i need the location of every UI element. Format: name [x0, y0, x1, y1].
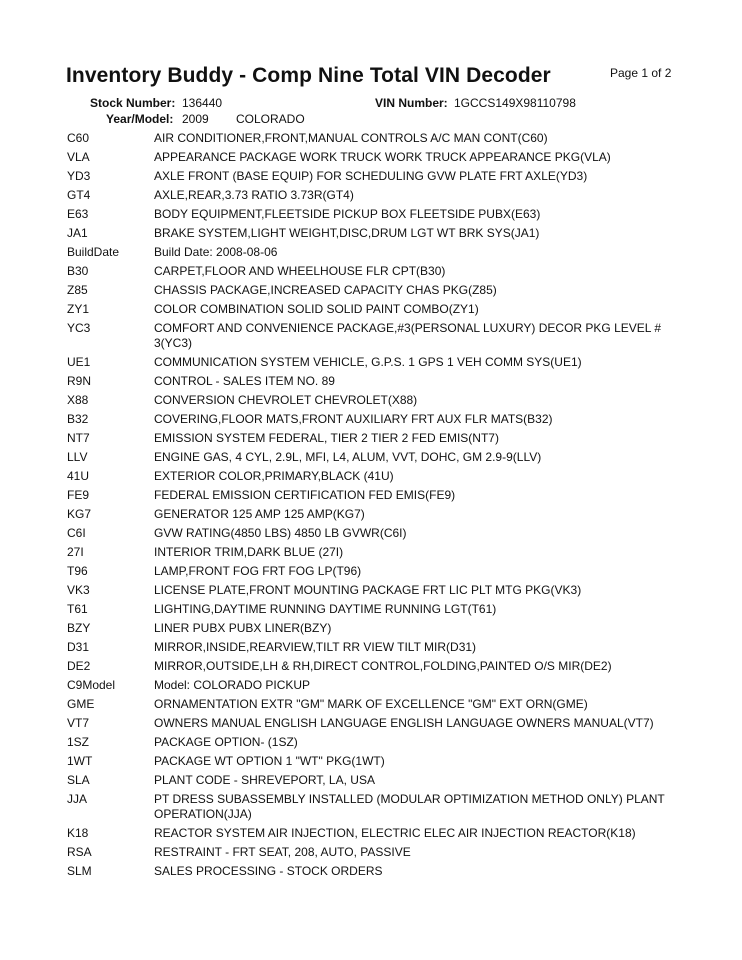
- table-row: [67, 792, 687, 822]
- table-row: [67, 302, 687, 317]
- option-code: 1WT: [67, 754, 93, 768]
- option-description: LINER PUBX PUBX LINER(BZY): [154, 621, 332, 635]
- option-code: R9N: [67, 374, 92, 388]
- option-description: SALES PROCESSING - STOCK ORDERS: [154, 864, 383, 878]
- option-code: YD3: [67, 169, 91, 183]
- vin-label: VIN Number:: [375, 96, 448, 110]
- option-code: JA1: [67, 226, 88, 240]
- option-description: CARPET,FLOOR AND WHEELHOUSE FLR CPT(B30): [154, 264, 446, 278]
- table-row: [67, 393, 687, 408]
- model-value: COLORADO: [236, 112, 305, 126]
- table-row: [67, 507, 687, 522]
- table-row: [67, 431, 687, 446]
- option-code: VLA: [67, 150, 90, 164]
- option-description: BODY EQUIPMENT,FLEETSIDE PICKUP BOX FLEETSIDE PUBX(E63): [154, 207, 541, 221]
- table-row: [67, 659, 687, 674]
- option-description: COMFORT AND CONVENIENCE PACKAGE,#3(PERSONAL LUXURY) DECOR PKG LEVEL # 3(YC3): [154, 321, 662, 350]
- table-row: [67, 678, 687, 693]
- option-description: LIGHTING,DAYTIME RUNNING DAYTIME RUNNING LGT(T61): [154, 602, 497, 616]
- year-value: 2009: [182, 112, 209, 126]
- option-code: 27I: [67, 545, 84, 559]
- option-code: ZY1: [67, 302, 90, 316]
- option-code: C60: [67, 131, 90, 145]
- option-description: LICENSE PLATE,FRONT MOUNTING PACKAGE FRT LIC PLT MTG PKG(VK3): [154, 583, 582, 597]
- option-code: FE9: [67, 488, 90, 502]
- option-code: BZY: [67, 621, 91, 635]
- option-code: NT7: [67, 431, 90, 445]
- option-description: EMISSION SYSTEM FEDERAL, TIER 2 TIER 2 FED EMIS(NT7): [154, 431, 499, 445]
- option-description: AIR CONDITIONER,FRONT,MANUAL CONTROLS A/C MAN CONT(C60): [154, 131, 548, 145]
- table-row: [67, 321, 687, 351]
- option-code: DE2: [67, 659, 91, 673]
- year-model-label: Year/Model:: [106, 112, 174, 126]
- table-row: [67, 602, 687, 617]
- option-description: EXTERIOR COLOR,PRIMARY,BLACK (41U): [154, 469, 394, 483]
- table-row: [67, 735, 687, 750]
- option-description: CONVERSION CHEVROLET CHEVROLET(X88): [154, 393, 418, 407]
- option-code: YC3: [67, 321, 91, 335]
- table-row: [67, 374, 687, 389]
- option-description: COMMUNICATION SYSTEM VEHICLE, G.P.S. 1 GPS 1 VEH COMM SYS(UE1): [154, 355, 582, 369]
- option-description: MIRROR,INSIDE,REARVIEW,TILT RR VIEW TILT MIR(D31): [154, 640, 477, 654]
- table-row: [67, 697, 687, 712]
- option-code: LLV: [67, 450, 88, 464]
- table-row: [67, 245, 687, 260]
- option-code: UE1: [67, 355, 91, 369]
- table-row: [67, 488, 687, 503]
- option-description: LAMP,FRONT FOG FRT FOG LP(T96): [154, 564, 362, 578]
- option-code: VK3: [67, 583, 90, 597]
- table-row: [67, 355, 687, 370]
- option-code: BuildDate: [67, 245, 120, 259]
- option-description: AXLE FRONT (BASE EQUIP) FOR SCHEDULING GVW PLATE FRT AXLE(YD3): [154, 169, 588, 183]
- table-row: [67, 264, 687, 279]
- option-code: X88: [67, 393, 89, 407]
- table-row: [67, 845, 687, 860]
- table-row: [67, 226, 687, 241]
- page-number: Page 1 of 2: [610, 66, 672, 80]
- table-row: [67, 773, 687, 788]
- option-code: Z85: [67, 283, 88, 297]
- option-description: MIRROR,OUTSIDE,LH & RH,DIRECT CONTROL,FOLDING,PAINTED O/S MIR(DE2): [154, 659, 612, 673]
- option-code: 41U: [67, 469, 90, 483]
- table-row: [67, 150, 687, 165]
- table-row: [67, 469, 687, 484]
- table-row: [67, 131, 687, 146]
- option-description: PACKAGE OPTION- (1SZ): [154, 735, 298, 749]
- option-description: COLOR COMBINATION SOLID SOLID PAINT COMBO(ZY1): [154, 302, 479, 316]
- table-row: [67, 207, 687, 222]
- option-description: COVERING,FLOOR MATS,FRONT AUXILIARY FRT AUX FLR MATS(B32): [154, 412, 553, 426]
- option-code: KG7: [67, 507, 92, 521]
- option-description: Build Date: 2008-08-06: [154, 245, 278, 259]
- table-row: [67, 412, 687, 427]
- option-description: AXLE,REAR,3.73 RATIO 3.73R(GT4): [154, 188, 354, 202]
- option-description: GVW RATING(4850 LBS) 4850 LB GVWR(C6I): [154, 526, 407, 540]
- table-row: [67, 640, 687, 655]
- option-code: T96: [67, 564, 88, 578]
- option-description: CONTROL - SALES ITEM NO. 89: [154, 374, 335, 388]
- option-code: RSA: [67, 845, 92, 859]
- option-code: C6I: [67, 526, 86, 540]
- option-code: K18: [67, 826, 89, 840]
- table-row: [67, 621, 687, 636]
- table-row: [67, 545, 687, 560]
- stock-number-value: 136440: [182, 96, 223, 110]
- table-row: [67, 450, 687, 465]
- option-description: FEDERAL EMISSION CERTIFICATION FED EMIS(FE9): [154, 488, 456, 502]
- option-description: ENGINE GAS, 4 CYL, 2.9L, MFI, L4, ALUM, VVT, DOHC, GM 2.9-9(LLV): [154, 450, 542, 464]
- option-description: GENERATOR 125 AMP 125 AMP(KG7): [154, 507, 365, 521]
- option-code: GT4: [67, 188, 91, 202]
- option-code: C9Model: [67, 678, 116, 692]
- option-description: PLANT CODE - SHREVEPORT, LA, USA: [154, 773, 375, 787]
- option-code: 1SZ: [67, 735, 90, 749]
- option-description: OWNERS MANUAL ENGLISH LANGUAGE ENGLISH LANGUAGE OWNERS MANUAL(VT7): [154, 716, 654, 730]
- option-code: E63: [67, 207, 89, 221]
- option-code: GME: [67, 697, 95, 711]
- option-code: JJA: [67, 792, 88, 806]
- option-description: BRAKE SYSTEM,LIGHT WEIGHT,DISC,DRUM LGT WT BRK SYS(JA1): [154, 226, 540, 240]
- option-code: T61: [67, 602, 88, 616]
- table-row: [67, 864, 687, 879]
- table-row: [67, 716, 687, 731]
- option-code: B32: [67, 412, 89, 426]
- report-title: Inventory Buddy - Comp Nine Total VIN Decoder: [66, 64, 551, 87]
- table-row: [67, 188, 687, 203]
- option-description: Model: COLORADO PICKUP: [154, 678, 311, 692]
- option-description: ORNAMENTATION EXTR "GM" MARK OF EXCELLENCE "GM" EXT ORN(GME): [154, 697, 588, 711]
- option-description: PACKAGE WT OPTION 1 "WT" PKG(1WT): [154, 754, 385, 768]
- option-code: VT7: [67, 716, 90, 730]
- option-description: PT DRESS SUBASSEMBLY INSTALLED (MODULAR OPTIMIZATION METHOD ONLY) PLANT OPERATION(JJA): [154, 792, 665, 821]
- table-row: [67, 283, 687, 298]
- option-description: RESTRAINT - FRT SEAT, 208, AUTO, PASSIVE: [154, 845, 411, 859]
- option-description: INTERIOR TRIM,DARK BLUE (27I): [154, 545, 344, 559]
- option-code: B30: [67, 264, 89, 278]
- table-row: [67, 526, 687, 541]
- table-row: [67, 169, 687, 184]
- table-row: [67, 583, 687, 598]
- option-description: APPEARANCE PACKAGE WORK TRUCK WORK TRUCK APPEARANCE PKG(VLA): [154, 150, 611, 164]
- option-code: D31: [67, 640, 90, 654]
- option-code: SLM: [67, 864, 92, 878]
- stock-number-label: Stock Number:: [90, 96, 176, 110]
- vin-value: 1GCCS149X98110798: [454, 96, 576, 110]
- table-row: [67, 564, 687, 579]
- table-row: [67, 754, 687, 769]
- option-description: REACTOR SYSTEM AIR INJECTION, ELECTRIC ELEC AIR INJECTION REACTOR(K18): [154, 826, 636, 840]
- option-description: CHASSIS PACKAGE,INCREASED CAPACITY CHAS PKG(Z85): [154, 283, 497, 297]
- table-row: [67, 826, 687, 841]
- option-code: SLA: [67, 773, 90, 787]
